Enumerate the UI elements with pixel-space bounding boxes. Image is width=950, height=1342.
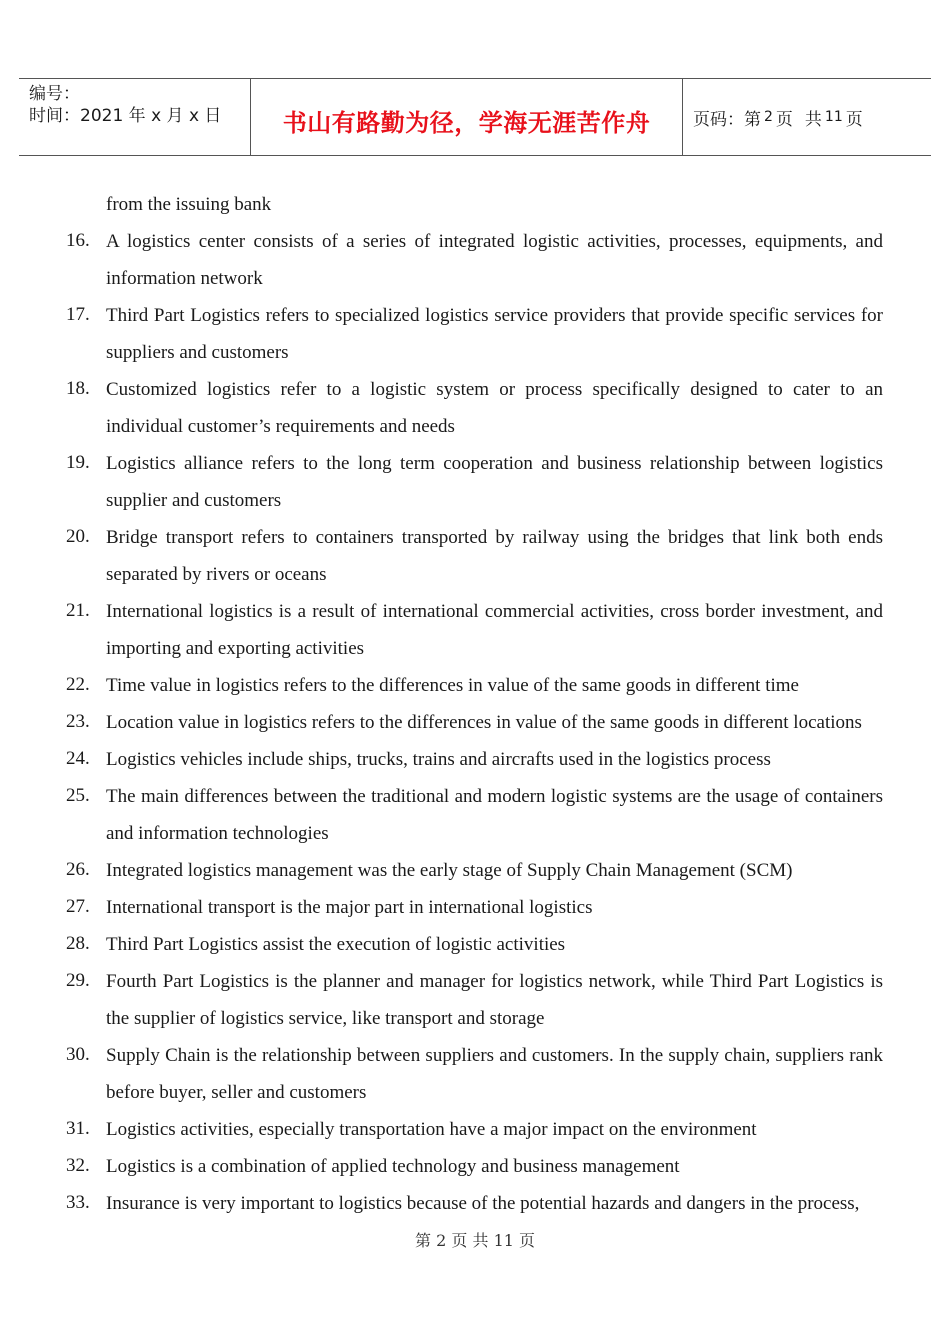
item-text: Logistics vehicles include ships, trucks, trains and aircrafts used in the logistics process xyxy=(106,749,771,770)
page-footer xyxy=(0,1228,950,1251)
item-text: Logistics is a combination of applied technology and business management xyxy=(106,1156,680,1177)
list-item xyxy=(66,1148,883,1185)
list-item xyxy=(66,593,883,667)
list-item xyxy=(66,667,883,704)
list-item xyxy=(66,371,883,445)
item-text: International transport is the major part in international logistics xyxy=(106,897,593,918)
footer-total-unit: 页 xyxy=(519,1231,536,1250)
item-number: 24. xyxy=(66,748,90,769)
time-line xyxy=(29,105,250,127)
list-item xyxy=(66,519,883,593)
item-number: 27. xyxy=(66,896,90,917)
time-day: x xyxy=(188,106,200,126)
item-number: 32. xyxy=(66,1155,90,1176)
item-number: 26. xyxy=(66,859,90,880)
document-header xyxy=(19,78,931,156)
item-text: Integrated logistics management was the early stage of Supply Chain Management (SCM) xyxy=(106,860,793,881)
statement-list xyxy=(66,187,883,1222)
list-item xyxy=(66,852,883,889)
item-text: Customized logistics refer to a logistic system or process specifically designed to cater to an individual customer’s requirements and needs xyxy=(106,379,883,437)
item-text: Time value in logistics refers to the differences in value of the same goods in different time xyxy=(106,675,799,696)
list-item xyxy=(66,445,883,519)
item-number: 17. xyxy=(66,304,90,325)
items-container xyxy=(66,223,883,1222)
item-number: 33. xyxy=(66,1192,90,1213)
item-text: International logistics is a result of international commercial activities, cross border investment, and importing and exporting activities xyxy=(106,601,883,659)
list-item xyxy=(66,1037,883,1111)
item-number: 22. xyxy=(66,674,90,695)
item-text: Third Part Logistics refers to specialized logistics service providers that provide specific services for suppliers and customers xyxy=(106,305,883,363)
item-text: Fourth Part Logistics is the planner and manager for logistics network, while Third Part Logistics is the supplier of logistics service, like transport and storage xyxy=(106,971,883,1029)
item-number: 25. xyxy=(66,785,90,806)
item-number: 28. xyxy=(66,933,90,954)
page-unit: 页 xyxy=(775,109,793,130)
item-text: Third Part Logistics assist the execution of logistic activities xyxy=(106,934,566,955)
header-meta xyxy=(19,79,251,155)
item-number: 30. xyxy=(66,1044,90,1065)
header-motto: 书山有路勤为径，学海无涯苦作舟 xyxy=(282,108,651,137)
page-total: 11 xyxy=(824,109,843,125)
list-item xyxy=(66,963,883,1037)
time-year: 2021 xyxy=(80,106,124,126)
list-item xyxy=(66,889,883,926)
header-page-info xyxy=(683,79,931,155)
item-number: 21. xyxy=(66,600,90,621)
serial-label: 编号： xyxy=(29,84,80,104)
item-text: Logistics alliance refers to the long term cooperation and business relationship between logistics supplier and customers xyxy=(106,453,883,511)
time-label: 时间： xyxy=(29,106,80,126)
time-month: x xyxy=(151,106,162,126)
item-text: Supply Chain is the relationship between suppliers and customers. In the supply chain, suppliers rank before buyer, seller and customers xyxy=(106,1045,883,1103)
item-number: 23. xyxy=(66,711,90,732)
time-day-unit: 日 xyxy=(204,106,222,126)
item-number: 20. xyxy=(66,526,90,547)
list-item xyxy=(66,778,883,852)
item-number: 31. xyxy=(66,1118,90,1139)
page-label: 页码：第 xyxy=(693,109,761,130)
page-total-unit: 页 xyxy=(845,109,863,130)
footer-prefix: 第 xyxy=(414,1231,431,1250)
item-number: 29. xyxy=(66,970,90,991)
header-motto-cell xyxy=(251,79,683,155)
footer-total-label: 共 xyxy=(472,1231,489,1250)
list-item xyxy=(66,741,883,778)
item-text: Logistics activities, especially transportation have a major impact on the environment xyxy=(106,1119,757,1140)
time-year-unit: 年 xyxy=(128,106,146,126)
continuation-line: from the issuing bank xyxy=(106,194,272,215)
list-item xyxy=(66,1111,883,1148)
item-number: 18. xyxy=(66,378,90,399)
item-number: 16. xyxy=(66,230,90,251)
footer-unit: 页 xyxy=(451,1231,468,1250)
item-text: Insurance is very important to logistics because of the potential hazards and dangers in the process, xyxy=(106,1193,860,1214)
item-number: 19. xyxy=(66,452,90,473)
time-month-unit: 月 xyxy=(166,106,184,126)
item-text: Bridge transport refers to containers transported by railway using the bridges that link both ends separated by rivers or oceans xyxy=(106,527,883,585)
item-text: A logistics center consists of a series of integrated logistic activities, processes, equipments, and information network xyxy=(106,231,883,289)
footer-total: 11 xyxy=(493,1231,514,1250)
footer-current: 2 xyxy=(436,1231,447,1250)
list-item xyxy=(66,223,883,297)
page-total-label: 共 xyxy=(804,109,822,130)
page-current: 2 xyxy=(764,109,773,125)
list-item xyxy=(66,926,883,963)
item-text: The main differences between the traditional and modern logistic systems are the usage of containers and information technologies xyxy=(106,786,883,844)
list-item xyxy=(66,704,883,741)
item-text: Location value in logistics refers to the differences in value of the same goods in different locations xyxy=(106,712,862,733)
list-item xyxy=(66,297,883,371)
list-item xyxy=(66,1185,883,1222)
